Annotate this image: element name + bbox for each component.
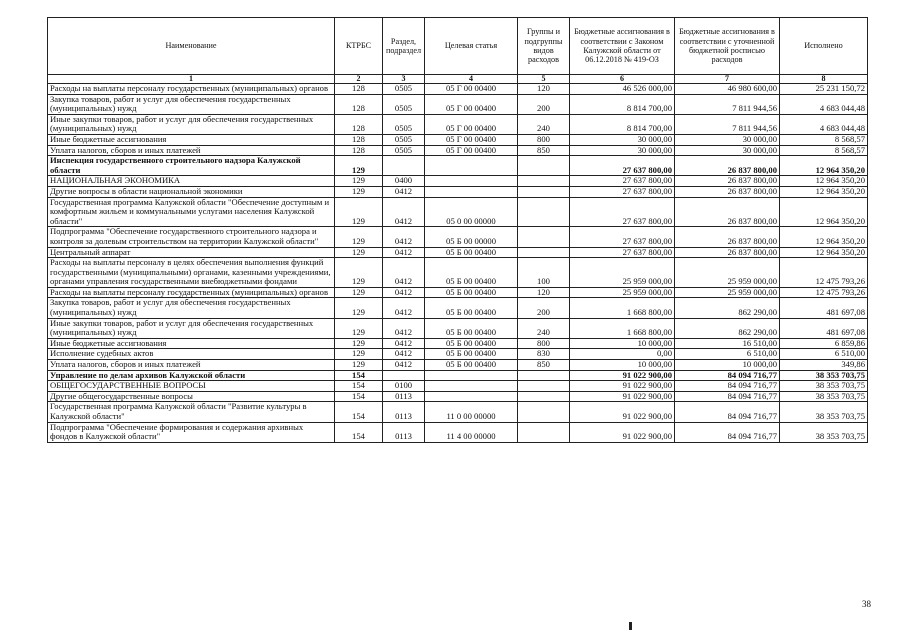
cell-name: Подпрограмма "Обеспечение формирования и содержания архивных фондов в Калужской области" — [48, 422, 335, 442]
cell-ktrbs: 129 — [335, 287, 383, 298]
header-name: Наименование — [48, 18, 335, 75]
cell-ispolneno: 12 964 350,20 — [780, 186, 868, 197]
cell-ispolneno: 38 353 703,75 — [780, 391, 868, 402]
table-row — [48, 381, 868, 392]
cell-rospis: 10 000,00 — [675, 360, 780, 371]
cell-zakon: 27 637 800,00 — [570, 186, 675, 197]
cell-rospis: 84 094 716,77 — [675, 391, 780, 402]
cell-ispolneno: 12 964 350,20 — [780, 156, 868, 176]
cell-razdel: 0412 — [383, 287, 425, 298]
cell-ktrbs: 128 — [335, 84, 383, 95]
cell-rospis: 84 094 716,77 — [675, 370, 780, 381]
table-header-row — [48, 18, 868, 75]
cell-rospis: 30 000,00 — [675, 145, 780, 156]
header-gruppy: Группы и подгруппы видов расходов — [518, 18, 570, 75]
cell-ktrbs: 154 — [335, 381, 383, 392]
cell-gruppy: 200 — [518, 94, 570, 114]
cell-name: Другие общегосударственные вопросы — [48, 391, 335, 402]
cell-gruppy: 850 — [518, 145, 570, 156]
table-row — [48, 349, 868, 360]
cell-name: Другие вопросы в области национальной экономики — [48, 186, 335, 197]
cell-rospis: 26 837 800,00 — [675, 186, 780, 197]
header-ktrbs: КТРБС — [335, 18, 383, 75]
cell-name: Уплата налогов, сборов и иных платежей — [48, 360, 335, 371]
column-number: 4 — [425, 75, 518, 84]
table-row — [48, 197, 868, 227]
cell-ispolneno: 12 964 350,20 — [780, 227, 868, 247]
table-row — [48, 94, 868, 114]
cell-name: Иные бюджетные ассигнования — [48, 134, 335, 145]
header-ispolneno: Исполнено — [780, 18, 868, 75]
cell-ispolneno: 12 964 350,20 — [780, 247, 868, 258]
cell-statya: 05 Б 00 00400 — [425, 287, 518, 298]
cell-gruppy: 850 — [518, 360, 570, 371]
cell-razdel: 0100 — [383, 381, 425, 392]
cell-ktrbs: 129 — [335, 186, 383, 197]
cell-ktrbs: 129 — [335, 247, 383, 258]
table-row — [48, 338, 868, 349]
table-row — [48, 114, 868, 134]
cell-zakon: 25 959 000,00 — [570, 258, 675, 288]
cell-zakon: 91 022 900,00 — [570, 391, 675, 402]
table-row — [48, 422, 868, 442]
cell-razdel: 0412 — [383, 258, 425, 288]
cell-gruppy: 200 — [518, 298, 570, 318]
cell-gruppy — [518, 391, 570, 402]
cell-ispolneno: 6 859,86 — [780, 338, 868, 349]
table-body — [48, 84, 868, 443]
cell-name: Инспекция государственного строительного надзора Калужской области — [48, 156, 335, 176]
cell-ispolneno: 25 231 150,72 — [780, 84, 868, 95]
cell-ispolneno: 4 683 044,48 — [780, 94, 868, 114]
cell-ispolneno: 4 683 044,48 — [780, 114, 868, 134]
cell-rospis: 7 811 944,56 — [675, 114, 780, 134]
column-number: 2 — [335, 75, 383, 84]
cell-rospis: 30 000,00 — [675, 134, 780, 145]
header-statya: Целевая статья — [425, 18, 518, 75]
cell-zakon: 10 000,00 — [570, 338, 675, 349]
cell-ktrbs: 129 — [335, 227, 383, 247]
cell-statya: 11 0 00 00000 — [425, 402, 518, 422]
cell-ktrbs: 154 — [335, 422, 383, 442]
cell-zakon: 27 637 800,00 — [570, 176, 675, 187]
cell-zakon: 91 022 900,00 — [570, 381, 675, 392]
cell-razdel: 0412 — [383, 227, 425, 247]
cell-gruppy: 800 — [518, 134, 570, 145]
cell-rospis: 6 510,00 — [675, 349, 780, 360]
cell-statya: 05 Б 00 00400 — [425, 298, 518, 318]
cell-razdel: 0505 — [383, 145, 425, 156]
table-row — [48, 176, 868, 187]
cell-razdel: 0505 — [383, 114, 425, 134]
cell-razdel: 0412 — [383, 318, 425, 338]
cell-razdel: 0400 — [383, 176, 425, 187]
column-number: 6 — [570, 75, 675, 84]
header-rospis: Бюджетные ассигнования в соответствии с уточненной бюджетной росписью расходов — [675, 18, 780, 75]
cell-ispolneno: 8 568,57 — [780, 145, 868, 156]
cell-zakon: 91 022 900,00 — [570, 422, 675, 442]
cell-ktrbs: 129 — [335, 338, 383, 349]
table-row — [48, 227, 868, 247]
cell-gruppy — [518, 227, 570, 247]
cell-ktrbs: 129 — [335, 258, 383, 288]
header-razdel: Раздел, подраздел — [383, 18, 425, 75]
cell-ktrbs: 128 — [335, 134, 383, 145]
cell-gruppy — [518, 176, 570, 187]
table-row — [48, 298, 868, 318]
table-row — [48, 360, 868, 371]
cell-ispolneno: 38 353 703,75 — [780, 381, 868, 392]
cell-razdel: 0505 — [383, 84, 425, 95]
cell-statya: 05 0 00 00000 — [425, 197, 518, 227]
cell-razdel: 0113 — [383, 391, 425, 402]
cell-gruppy — [518, 381, 570, 392]
cell-name: Расходы на выплаты персоналу в целях обеспечения выполнения функций государственными (муниципальными) органами, казенными учреждениями, органами управления государственными внебюджетными фондами — [48, 258, 335, 288]
cell-zakon: 8 814 700,00 — [570, 114, 675, 134]
cell-statya: 05 Б 00 00400 — [425, 247, 518, 258]
cell-razdel: 0505 — [383, 134, 425, 145]
cell-name: Закупка товаров, работ и услуг для обеспечения государственных (муниципальных) нужд — [48, 94, 335, 114]
cell-gruppy: 120 — [518, 84, 570, 95]
cell-rospis: 862 290,00 — [675, 298, 780, 318]
cell-name: ОБЩЕГОСУДАРСТВЕННЫЕ ВОПРОСЫ — [48, 381, 335, 392]
cell-razdel — [383, 156, 425, 176]
cell-ispolneno: 481 697,08 — [780, 318, 868, 338]
cell-ispolneno: 12 964 350,20 — [780, 176, 868, 187]
cell-zakon: 27 637 800,00 — [570, 197, 675, 227]
cell-name: Государственная программа Калужской области "Обеспечение доступным и комфортным жильем и коммунальными услугами населения Калужской области" — [48, 197, 335, 227]
cell-ktrbs: 129 — [335, 176, 383, 187]
cell-name: Подпрограмма "Обеспечение государственного строительного надзора и контроля за долевым строительством на территории Калужской области" — [48, 227, 335, 247]
cell-statya: 11 4 00 00000 — [425, 422, 518, 442]
cell-ispolneno: 38 353 703,75 — [780, 422, 868, 442]
cell-ispolneno: 6 510,00 — [780, 349, 868, 360]
cell-ktrbs: 128 — [335, 114, 383, 134]
cell-ktrbs: 154 — [335, 370, 383, 381]
cell-zakon: 27 637 800,00 — [570, 247, 675, 258]
budget-table — [47, 17, 868, 443]
cell-razdel: 0113 — [383, 422, 425, 442]
cell-name: НАЦИОНАЛЬНАЯ ЭКОНОМИКА — [48, 176, 335, 187]
cell-zakon: 27 637 800,00 — [570, 156, 675, 176]
table-row — [48, 258, 868, 288]
cell-ktrbs: 129 — [335, 318, 383, 338]
cell-statya: 05 Б 00 00000 — [425, 227, 518, 247]
cell-name: Иные закупки товаров, работ и услуг для обеспечения государственных (муниципальных) нужд — [48, 318, 335, 338]
cell-name: Управление по делам архивов Калужской области — [48, 370, 335, 381]
table-row — [48, 247, 868, 258]
page-number: 38 — [862, 599, 871, 609]
cell-razdel: 0412 — [383, 186, 425, 197]
cell-statya: 05 Б 00 00400 — [425, 349, 518, 360]
cell-ktrbs: 128 — [335, 145, 383, 156]
cell-gruppy: 100 — [518, 258, 570, 288]
cell-ktrbs: 129 — [335, 349, 383, 360]
cell-statya: 05 Г 00 00400 — [425, 134, 518, 145]
table-row — [48, 370, 868, 381]
cell-rospis: 26 837 800,00 — [675, 156, 780, 176]
cell-ispolneno: 481 697,08 — [780, 298, 868, 318]
cell-rospis: 25 959 000,00 — [675, 258, 780, 288]
cell-ktrbs: 154 — [335, 391, 383, 402]
column-number: 3 — [383, 75, 425, 84]
scan-mark — [629, 622, 632, 630]
cell-gruppy — [518, 422, 570, 442]
cell-zakon: 27 637 800,00 — [570, 227, 675, 247]
column-number: 5 — [518, 75, 570, 84]
cell-name: Иные закупки товаров, работ и услуг для обеспечения государственных (муниципальных) нужд — [48, 114, 335, 134]
cell-gruppy: 120 — [518, 287, 570, 298]
cell-zakon: 91 022 900,00 — [570, 402, 675, 422]
cell-ispolneno: 12 475 793,26 — [780, 258, 868, 288]
cell-name: Закупка товаров, работ и услуг для обеспечения государственных (муниципальных) нужд — [48, 298, 335, 318]
cell-statya: 05 Г 00 00400 — [425, 145, 518, 156]
cell-name: Расходы на выплаты персоналу государственных (муниципальных) органов — [48, 287, 335, 298]
cell-ktrbs: 129 — [335, 156, 383, 176]
cell-statya — [425, 156, 518, 176]
table-row — [48, 402, 868, 422]
header-zakon: Бюджетные ассигнования в соответствии с Законом Калужской области от 06.12.2018 № 419-ОЗ — [570, 18, 675, 75]
cell-zakon: 91 022 900,00 — [570, 370, 675, 381]
cell-zakon: 8 814 700,00 — [570, 94, 675, 114]
cell-razdel: 0412 — [383, 349, 425, 360]
cell-ispolneno: 38 353 703,75 — [780, 370, 868, 381]
cell-gruppy — [518, 247, 570, 258]
column-number: 7 — [675, 75, 780, 84]
cell-gruppy: 240 — [518, 114, 570, 134]
table-row — [48, 287, 868, 298]
budget-report-sheet — [47, 17, 867, 443]
cell-rospis: 16 510,00 — [675, 338, 780, 349]
cell-razdel: 0113 — [383, 402, 425, 422]
cell-gruppy: 240 — [518, 318, 570, 338]
cell-ktrbs: 129 — [335, 360, 383, 371]
cell-statya: 05 Г 00 00400 — [425, 114, 518, 134]
cell-zakon: 1 668 800,00 — [570, 318, 675, 338]
cell-name: Уплата налогов, сборов и иных платежей — [48, 145, 335, 156]
cell-rospis: 25 959 000,00 — [675, 287, 780, 298]
cell-razdel: 0412 — [383, 197, 425, 227]
cell-ispolneno: 12 475 793,26 — [780, 287, 868, 298]
cell-statya — [425, 381, 518, 392]
cell-razdel — [383, 370, 425, 381]
cell-name: Государственная программа Калужской области "Развитие культуры в Калужской области" — [48, 402, 335, 422]
cell-zakon: 30 000,00 — [570, 134, 675, 145]
cell-statya — [425, 186, 518, 197]
cell-zakon: 10 000,00 — [570, 360, 675, 371]
table-row — [48, 134, 868, 145]
cell-razdel: 0412 — [383, 338, 425, 349]
column-number: 8 — [780, 75, 868, 84]
cell-rospis: 26 837 800,00 — [675, 197, 780, 227]
cell-gruppy: 800 — [518, 338, 570, 349]
cell-rospis: 26 837 800,00 — [675, 247, 780, 258]
cell-rospis: 84 094 716,77 — [675, 381, 780, 392]
cell-rospis: 84 094 716,77 — [675, 422, 780, 442]
cell-statya — [425, 370, 518, 381]
cell-statya — [425, 391, 518, 402]
cell-statya: 05 Г 00 00400 — [425, 94, 518, 114]
cell-ktrbs: 129 — [335, 298, 383, 318]
table-row — [48, 186, 868, 197]
cell-gruppy — [518, 186, 570, 197]
table-row — [48, 145, 868, 156]
cell-gruppy — [518, 197, 570, 227]
cell-zakon: 30 000,00 — [570, 145, 675, 156]
cell-rospis: 26 837 800,00 — [675, 227, 780, 247]
cell-ispolneno: 349,86 — [780, 360, 868, 371]
cell-ktrbs: 128 — [335, 94, 383, 114]
cell-zakon: 1 668 800,00 — [570, 298, 675, 318]
cell-ispolneno: 38 353 703,75 — [780, 402, 868, 422]
table-row — [48, 156, 868, 176]
cell-name: Центральный аппарат — [48, 247, 335, 258]
cell-statya — [425, 176, 518, 187]
cell-razdel: 0412 — [383, 247, 425, 258]
cell-name: Иные бюджетные ассигнования — [48, 338, 335, 349]
cell-gruppy — [518, 156, 570, 176]
cell-ispolneno: 12 964 350,20 — [780, 197, 868, 227]
cell-rospis: 26 837 800,00 — [675, 176, 780, 187]
cell-statya: 05 Б 00 00400 — [425, 360, 518, 371]
table-row — [48, 318, 868, 338]
cell-name: Исполнение судебных актов — [48, 349, 335, 360]
cell-zakon: 46 526 000,00 — [570, 84, 675, 95]
cell-statya: 05 Г 00 00400 — [425, 84, 518, 95]
cell-gruppy — [518, 370, 570, 381]
cell-rospis: 84 094 716,77 — [675, 402, 780, 422]
cell-gruppy — [518, 402, 570, 422]
cell-rospis: 7 811 944,56 — [675, 94, 780, 114]
table-row — [48, 84, 868, 95]
cell-statya: 05 Б 00 00400 — [425, 338, 518, 349]
cell-razdel: 0412 — [383, 298, 425, 318]
cell-ktrbs: 154 — [335, 402, 383, 422]
cell-statya: 05 Б 00 00400 — [425, 258, 518, 288]
cell-name: Расходы на выплаты персоналу государственных (муниципальных) органов — [48, 84, 335, 95]
cell-rospis: 46 980 600,00 — [675, 84, 780, 95]
cell-rospis: 862 290,00 — [675, 318, 780, 338]
cell-zakon: 0,00 — [570, 349, 675, 360]
cell-zakon: 25 959 000,00 — [570, 287, 675, 298]
cell-statya: 05 Б 00 00400 — [425, 318, 518, 338]
column-number-row — [48, 75, 868, 84]
column-number: 1 — [48, 75, 335, 84]
cell-ktrbs: 129 — [335, 197, 383, 227]
table-row — [48, 391, 868, 402]
cell-razdel: 0505 — [383, 94, 425, 114]
cell-gruppy: 830 — [518, 349, 570, 360]
cell-ispolneno: 8 568,57 — [780, 134, 868, 145]
cell-razdel: 0412 — [383, 360, 425, 371]
